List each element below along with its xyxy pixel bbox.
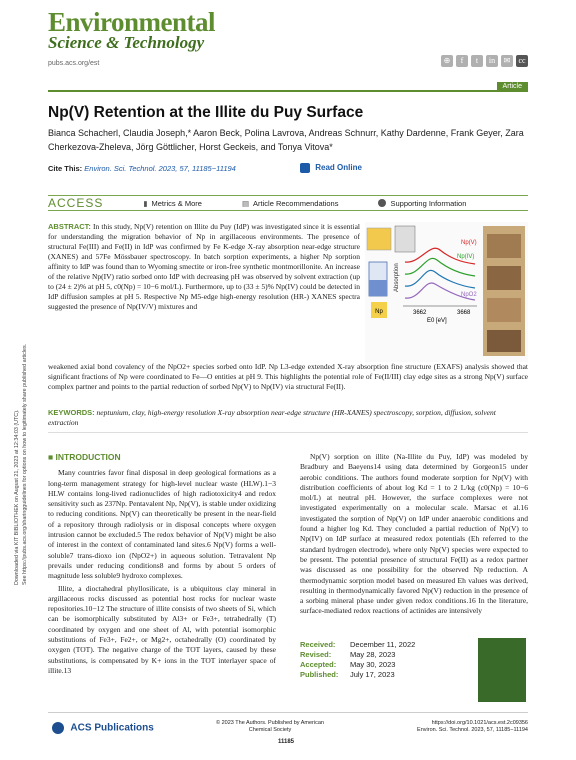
paragraph: Many countries favor final disposal in deep geological formations as a long-term management strategy for high-level nuclear waste (HLW).1−3 HLW contains long-lived radionuclides of high radiotoxicity4 and redox sensitivity such as 237Np. Pentavalent Np, Np(V), is stable under oxidizing to reducing conditions. Np(V) can theoretically be present in the near-field of a repository through radiolysis or in disposal concepts where oxygen intrusion cannot be excluded.5 The redox behavior of Np(V) might be also of interest in the context of contaminated land sites.6 Np(V) forms a well-soluble7 trans-dioxo ion (NpO2+) in aqueous solution. Tetravalent Np prevails under reducing conditions8 and forms by about 5 orders of magnitude less soluble9 hydroxo complexes. xyxy=(48,468,276,581)
section-heading-introduction: ■ INTRODUCTION xyxy=(48,452,121,462)
keywords xyxy=(48,408,528,428)
revised-label: Revised: xyxy=(300,650,332,659)
toc-graphic xyxy=(365,222,528,362)
acs-logo-text: ACS Publications xyxy=(70,722,154,734)
section-divider xyxy=(48,432,528,433)
paragraph: Np(V) sorption on illite (Na-Illite du Puy, IdP) was modeled by Bradbury and Baeyens14 using data determined by Gorgeon15 under aerobic conditions. The authors found moderate sorption for Np(V) with distribution coefficients of about log Kd = 1 to 2 L/kg (c0(Np) = 10−6 mol/L) at neutral pH. However, the surface complexes were not investigated experimentally on a molecular scale. Marsac et al.16 investigated the sorption of Np(V) on IdP under anaerobic conditions and found a higher log Kd. They concluded a partial reduction of Np(V) to Np(IV) on IdP surface at measured redox potentials (Eh referred to the standard hydrogen electrode), where only Np(V) species were expected to be present. The potential presence of structural Fe(II) as a redox partner was discussed as one possibility for the observed Np reduction. A thermodynamic sorption model based on measured Eh values was derived, resulting in thermodynamically favored Np(V) reduction in the presence of a sorbing mineral phase under given redox conditions.16 In the literature, surface-mediated redox reactions of actinides are intensively xyxy=(300,452,528,616)
journal-cover-thumbnail[interactable] xyxy=(478,638,526,702)
paragraph: Illite, a dioctahedral phyllosilicate, is a ubiquitous clay mineral in argillaceous rocks discussed as potential host rocks for nuclear waste repositories.10−12 The structure of illite consists of two sheets of Si, which can be isomorphically substituted by Al3+ or Fe3+, tetrahedrally (T) coordinated by oxygen and one sheet of Al, with potential isomorphic substitutions of Fe3+, Fe2+, or Mg2+, octahedrally (O) coordinated by oxygen (TOT). The negative charge of the TOT layers, caused by these substitutions, is compensated by K+ ions in the TOT interlayer space of illite.13 xyxy=(48,583,276,675)
svg-text:3662: 3662 xyxy=(413,310,427,316)
revised-date: May 28, 2023 xyxy=(350,650,396,659)
body-column-right xyxy=(300,452,528,617)
published-date: July 17, 2023 xyxy=(350,670,395,679)
article-history xyxy=(300,640,415,680)
received-label: Received: xyxy=(300,640,336,649)
author-list: Bianca Schacherl, Claudia Joseph,* Aaron Beck, Polina Lavrova, Andreas Schnurr, Kathy Dardenne, Frank Geyer, Zara Cherkezova-Zheleva, Jörg Göttlicher, Horst Geckeis, and Tonya Vitova* xyxy=(48,128,524,152)
supporting-info-icon xyxy=(378,199,386,207)
metrics-label: Metrics & More xyxy=(151,198,202,208)
copyright: © 2023 The Authors. Published by American Chemical Society xyxy=(216,720,324,733)
article-type-badge: Article xyxy=(497,82,528,91)
received-date: December 11, 2022 xyxy=(350,640,416,649)
abstract-part-2: weakened axial bond covalency of the NpO2+ species sorbed onto IdP. Np L3-edge extended X-ray absorption fine structure (EXAFS) analysis showed that significant fractions of Np were coordinated to Fe—O entities at pH 9. This highlights the potential role of Fe(II/III) clay edge sites as a strong Np(V) surface complex partner and points to the partial reduction of sorbed Np(V) to Np(IV) via structural Fe(II). xyxy=(48,362,528,391)
linkedin-icon[interactable]: in xyxy=(486,55,498,67)
open-access-icon[interactable]: cc xyxy=(516,55,528,67)
citation-link[interactable]: Environ. Sci. Technol. 2023, 57, 11185−11194 xyxy=(84,164,236,173)
abstract-label: ABSTRACT: xyxy=(48,222,91,231)
acs-logo-icon xyxy=(52,722,64,734)
svg-text:Np(V): Np(V) xyxy=(461,240,477,246)
recommendations-link[interactable] xyxy=(242,199,339,208)
journal-url[interactable]: pubs.acs.org/est xyxy=(48,60,100,67)
published-label: Published: xyxy=(300,670,339,679)
keywords-text: neptunium, clay, high-energy resolution X-ray absorption near-edge structure (HR-XANES) spectroscopy, sorption, diffusion, solvent extraction xyxy=(48,408,496,427)
abstract-part-1 xyxy=(48,222,360,312)
doi-block xyxy=(417,720,528,734)
footer-rule xyxy=(48,712,528,713)
read-online-label: Read Online xyxy=(315,163,362,173)
cite-label: Cite This: xyxy=(48,164,83,173)
read-online-icon xyxy=(300,163,310,173)
svg-text:E0 [eV]: E0 [eV] xyxy=(427,318,447,324)
metrics-link[interactable] xyxy=(143,199,202,208)
download-notice-line: Downloaded via KIT BIBLIOTHEK on August 21, 2023 at 12:34:03 (UTC). xyxy=(14,409,20,585)
supporting-info-label: Supporting Information xyxy=(390,198,467,208)
keywords-label: KEYWORDS: xyxy=(48,408,95,417)
share-icons xyxy=(441,55,528,67)
footer-citation: Environ. Sci. Technol. 2023, 57, 11185−11194 xyxy=(417,727,528,733)
accepted-date: May 30, 2023 xyxy=(350,660,396,669)
page-title: Np(V) Retention at the Illite du Puy Surface xyxy=(48,104,364,121)
download-notice-line: See https://pubs.acs.org/sharingguidelines for options on how to legitimately share published articles. xyxy=(22,343,28,585)
twitter-icon[interactable]: t xyxy=(471,55,483,67)
download-notice xyxy=(6,230,36,590)
toc-figure xyxy=(365,222,528,362)
svg-text:NpO2: NpO2 xyxy=(461,292,477,298)
acs-publications-logo xyxy=(52,722,154,734)
journal-logo-line1: Environmental xyxy=(48,7,216,37)
read-online-button[interactable] xyxy=(300,163,362,173)
acs-icon[interactable]: ⊕ xyxy=(441,55,453,67)
access-bar xyxy=(48,195,528,211)
doi-link[interactable]: https://doi.org/10.1021/acs.est.2c09356 xyxy=(431,720,528,726)
recommendations-label: Article Recommendations xyxy=(253,198,339,208)
cite-this xyxy=(48,164,236,173)
svg-text:Np(IV): Np(IV) xyxy=(457,254,475,260)
journal-logo-line2: Science & Technology xyxy=(48,33,205,52)
accepted-label: Accepted: xyxy=(300,660,337,669)
supporting-info-link[interactable] xyxy=(378,199,466,208)
metrics-icon: ▮ xyxy=(143,198,148,208)
page-number: 11185 xyxy=(278,739,295,745)
header-rule xyxy=(48,90,528,92)
email-icon[interactable]: ✉ xyxy=(501,55,513,67)
recommendations-icon: ▤ xyxy=(241,198,250,208)
facebook-icon[interactable]: f xyxy=(456,55,468,67)
svg-text:Np: Np xyxy=(375,309,383,315)
toc-ylabel: Absorption xyxy=(394,263,400,292)
abstract-text-1: In this study, Np(V) retention on Illite du Puy (IdP) was investigated since it is essential for understanding the migration behavior of Np in argillaceous environments. The presence of structural Fe(III) and Fe(II) in IdP was confirmed by Fe K-edge X-ray absorption near-edge structure (XANES) and 57Fe Mössbauer spectroscopy. In batch sorption experiments, a higher Np sorption affinity to IdP was found than to Wyoming smectite or iron-free synthetic montmorillonite. An increase of the relative Np(IV) ratio sorbed onto IdP with decreasing pH was observed by solvent extraction (up to (24 ± 2)% at pH 5, c0(Np) = 10−6 mol/L). Furthermore, up to (33 ± 5)% Np(IV) could be detected in IdP diffusion samples at pH 5. Respective Np M5-edge high-energy resolution (HR-) XANES spectra suggested the presence of Np(IV/V) mixtures and xyxy=(48,222,361,311)
body-column-left xyxy=(48,452,276,676)
access-label: ACCESS xyxy=(48,196,104,210)
svg-text:3668: 3668 xyxy=(457,310,471,316)
